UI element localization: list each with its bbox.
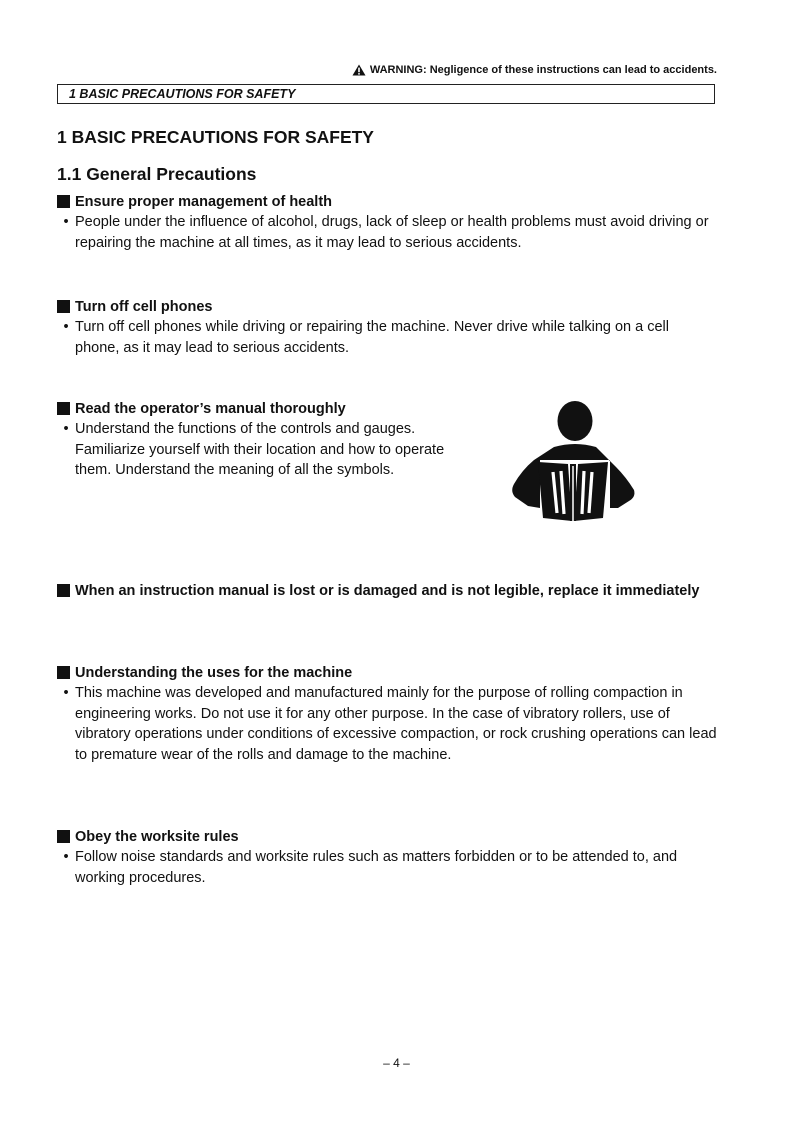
precaution-worksite-rules [57,827,717,888]
precaution-heading: Turn off cell phones [57,297,717,317]
warning-text: WARNING: Negligence of these instructions can lead to accidents. [369,64,717,76]
precaution-health [57,192,717,253]
square-bullet-icon [57,300,70,313]
precaution-lost-manual [57,581,717,601]
list-item: • Understand the functions of the controls and gauges. Familiarize yourself with their location and how to operate them. Understand the meaning of all the symbols. [63,421,445,478]
warning-banner [352,64,717,76]
page-number: – 4 – [383,1056,410,1070]
precaution-machine-uses [57,663,717,765]
list-item: • Follow noise standards and worksite rules such as matters forbidden or to be attended to, and working procedures. [63,849,678,886]
precaution-cell-phones [57,297,717,358]
chapter-title: 1 BASIC PRECAUTIONS FOR SAFETY [57,127,374,147]
list-item: • Turn off cell phones while driving or repairing the machine. Never drive while talking on a cell phone, as it may lead to serious accidents. [63,319,669,356]
precaution-heading: Understanding the uses for the machine [57,663,717,683]
precaution-read-manual [57,399,457,481]
read-manual-icon [510,400,636,522]
square-bullet-icon [57,195,70,208]
square-bullet-icon [57,584,70,597]
square-bullet-icon [57,402,70,415]
precaution-heading: Obey the worksite rules [57,827,717,847]
running-header: 1 BASIC PRECAUTIONS FOR SAFETY [57,84,715,104]
warning-triangle-icon [352,64,366,76]
precaution-heading: Read the operator’s manual thoroughly [57,399,457,419]
precaution-heading: Ensure proper management of health [57,192,717,212]
square-bullet-icon [57,830,70,843]
square-bullet-icon [57,666,70,679]
list-item: • People under the influence of alcohol, drugs, lack of sleep or health problems must avoid driving or repairing the machine at all times, as it may lead to serious accidents. [63,214,709,251]
section-title: 1.1 General Precautions [57,164,257,184]
precaution-heading: When an instruction manual is lost or is damaged and is not legible, replace it immediately [57,581,717,601]
list-item: • This machine was developed and manufactured mainly for the purpose of rolling compaction in engineering works. Do not use it for any other purpose. In the case of vibratory rollers, use of vibratory operations under conditions of excessive compaction, or rock crushing operations can lead to premature wear of the rolls and damage to the machine. [63,685,717,763]
